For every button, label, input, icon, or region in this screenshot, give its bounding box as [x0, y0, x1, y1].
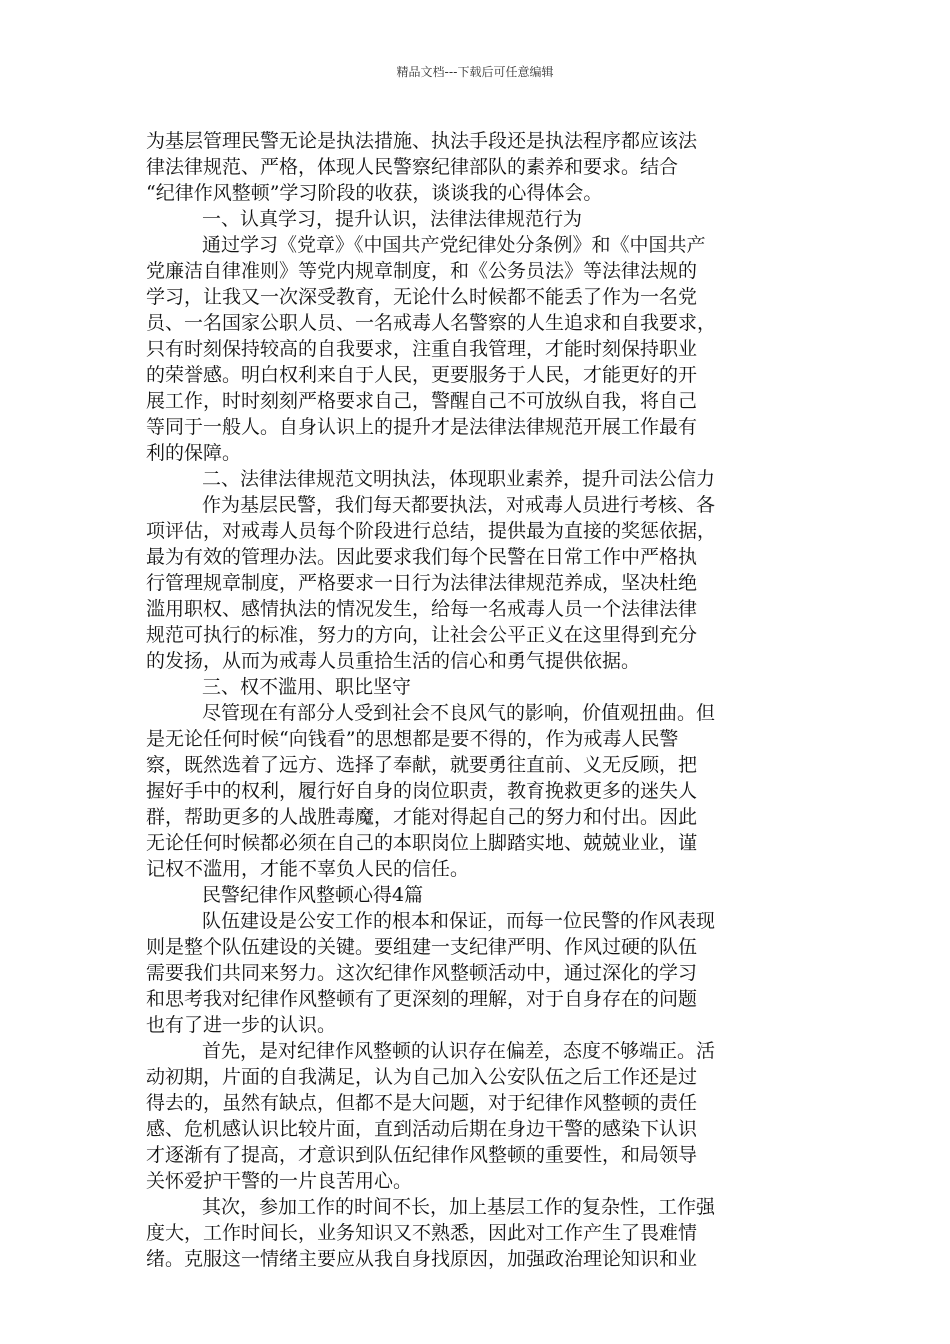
text-line: 一、认真学习，提升认识，法律法律规范行为 — [202, 208, 583, 230]
text-line: 的发扬，从而为戒毒人员重拾生活的信心和勇气提供依据。 — [146, 650, 641, 672]
text-line: 关怀爱护干警的一片良苦用心。 — [146, 1170, 413, 1192]
text-line: 行管理规章制度，严格要求一日行为法律法律规范养成，坚决杜绝 — [146, 572, 698, 594]
text-line: 三、权不滥用、职比坚守 — [202, 676, 412, 698]
text-line: 民警纪律作风整顿心得4篇 — [202, 884, 424, 906]
text-line: 和思考我对纪律作风整顿有了更深刻的理解，对于自身存在的问题 — [146, 988, 698, 1010]
text-line: 为基层管理民警无论是执法措施、执法手段还是执法程序都应该法 — [146, 130, 698, 152]
text-line: 是无论任何时候“向钱看”的思想都是要不得的，作为戒毒人民警 — [146, 728, 679, 750]
text-line: 无论任何时候都必须在自己的本职岗位上脚踏实地、兢兢业业，谨 — [146, 832, 698, 854]
text-line: 利的保障。 — [146, 442, 242, 464]
text-line: 滥用职权、感情执法的情况发生，给每一名戒毒人员一个法律法律 — [146, 598, 698, 620]
text-line: 得去的，虽然有缺点，但都不是大问题，对于纪律作风整顿的责任 — [146, 1092, 698, 1114]
text-line: 绪。克服这一情绪主要应从我自身找原因，加强政治理论知识和业 — [146, 1248, 698, 1270]
text-line: 动初期，片面的自我满足，认为自己加入公安队伍之后工作还是过 — [146, 1066, 698, 1088]
text-line: 项评估，对戒毒人员每个阶段进行总结，提供最为直接的奖惩依据， — [146, 520, 717, 542]
page-header: 精品文档---下载后可任意编辑 — [396, 65, 554, 79]
text-line: 规范可执行的标准，努力的方向，让社会公平正义在这里得到充分 — [146, 624, 698, 646]
text-line: 通过学习《党章》《中国共产党纪律处分条例》和《中国共产 — [202, 234, 706, 256]
text-line: “纪律作风整顿”学习阶段的收获，谈谈我的心得体会。 — [146, 182, 603, 204]
text-line: 其次，参加工作的时间不长，加上基层工作的复杂性，工作强 — [202, 1196, 716, 1218]
text-line: 也有了进一步的认识。 — [146, 1014, 337, 1036]
text-line: 最为有效的管理办法。因此要求我们每个民警在日常工作中严格执 — [146, 546, 698, 568]
text-line: 度大，工作时间长，业务知识又不熟悉，因此对工作产生了畏难情 — [146, 1222, 698, 1244]
text-line: 感、危机感认识比较片面，直到活动后期在身边干警的感染下认识 — [146, 1118, 698, 1140]
text-line: 尽管现在有部分人受到社会不良风气的影响，价值观扭曲。但 — [202, 702, 716, 724]
text-line: 首先，是对纪律作风整顿的认识存在偏差，态度不够端正。活 — [202, 1040, 716, 1062]
text-line: 记权不滥用，才能不辜负人民的信任。 — [146, 858, 470, 880]
text-line: 察，既然选着了远方、选择了奉献，就要勇往直前、义无反顾，把 — [146, 754, 698, 776]
text-line: 则是整个队伍建设的关键。要组建一支纪律严明、作风过硬的队伍 — [146, 936, 698, 958]
text-line: 等同于一般人。自身认识上的提升才是法律法律规范开展工作最有 — [146, 416, 698, 438]
text-line: 需要我们共同来努力。这次纪律作风整顿活动中，通过深化的学习 — [146, 962, 698, 984]
document-body — [146, 128, 806, 1272]
text-line: 群，帮助更多的人战胜毒魔，才能对得起自己的努力和付出。因此 — [146, 806, 698, 828]
text-line: 作为基层民警，我们每天都要执法，对戒毒人员进行考核、各 — [202, 494, 716, 516]
text-line: 学习，让我又一次深受教育，无论什么时候都不能丢了作为一名党 — [146, 286, 698, 308]
text-line: 展工作，时时刻刻严格要求自己，警醒自己不可放纵自我，将自己 — [146, 390, 698, 412]
text-line: 的荣誉感。明白权利来自于人民，更要服务于人民，才能更好的开 — [146, 364, 698, 386]
text-line: 律法律规范、严格，体现人民警察纪律部队的素养和要求。结合 — [146, 156, 679, 178]
text-line: 党廉洁自律准则》等党内规章制度，和《公务员法》等法律法规的 — [146, 260, 698, 282]
text-line: 员、一名国家公职人员、一名戒毒人名警察的人生追求和自我要求， — [146, 312, 717, 334]
text-line: 只有时刻保持较高的自我要求，注重自我管理，才能时刻保持职业 — [146, 338, 698, 360]
text-line: 二、法律法律规范文明执法，体现职业素养，提升司法公信力 — [202, 468, 716, 490]
text-line: 队伍建设是公安工作的根本和保证，而每一位民警的作风表现 — [202, 910, 716, 932]
text-line: 才逐渐有了提高，才意识到队伍纪律作风整顿的重要性，和局领导 — [146, 1144, 698, 1166]
text-line: 握好手中的权利，履行好自身的岗位职责，教育挽救更多的迷失人 — [146, 780, 698, 802]
